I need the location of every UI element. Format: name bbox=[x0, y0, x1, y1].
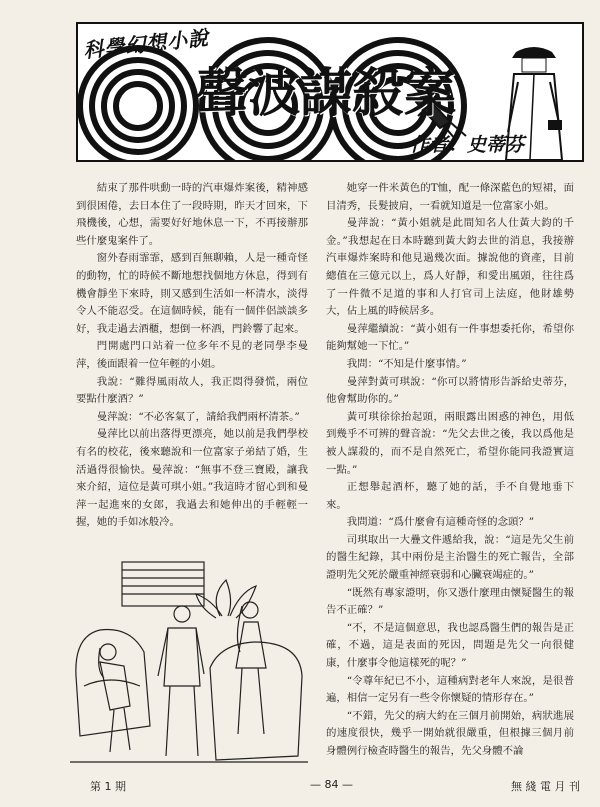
paragraph: 曼萍繼續說：“黃小姐有一件事想委托你，希望你能夠幫她一下忙。” bbox=[326, 322, 574, 353]
story-title: 聲波謀殺案 bbox=[196, 64, 457, 124]
paragraph: 我說：“難得風雨故人，我正悶得發慌，兩位要點什麼酒？” bbox=[76, 375, 308, 406]
paragraph: 曼萍對黃可琪說：“你可以將情形告訴給史蒂芬，他會幫助你的。” bbox=[326, 375, 574, 406]
author-byline: 作者：史蒂芬 bbox=[410, 134, 525, 156]
left-text-column bbox=[76, 180, 308, 532]
story-illustration bbox=[70, 556, 308, 770]
magazine-name: 無 綫 電 月 刊 bbox=[511, 780, 580, 793]
paragraph: 司琪取出一大疊文件遞給我，說：“這是先父生前的醫生紀錄，其中兩份是主治醫生的死亡報告，全部證明先父死於嚴重神經衰弱和心臟衰竭症的。” bbox=[326, 533, 574, 582]
paragraph: “既然有專家證明，你又憑什麼理由懷疑醫生的報告不正確？” bbox=[326, 586, 574, 617]
paragraph: 門開處門口站着一位多年不見的老同學李曼萍，後面跟着一位年輕的小姐。 bbox=[76, 340, 308, 370]
issue-number: 第 1 期 bbox=[90, 780, 126, 793]
right-text-column bbox=[326, 180, 574, 761]
paragraph: “不錯，先父的病大約在三個月前開始，病狀進展的速度很快，幾乎一開始就很嚴重，但根據三個月前身體例行檢查時醫生的報告，先父身體不論 bbox=[326, 709, 574, 757]
page-footer bbox=[60, 776, 580, 796]
title-banner bbox=[76, 22, 584, 162]
series-label: 科學幻想小說 bbox=[82, 25, 211, 63]
paragraph: 曼萍說：“黃小姐就是此間知名人仕黃大鈞的千金。”我想起在日本時聽到黃大鈞去世的消息，我接辦汽車爆炸案時和他見過幾次面。據說他的資產，目前總值在三億元以上，爲人好靜，和愛出風頭，往往爲了一件微不足道的事和人打官司上法庭，他財雄勢大，佔上風的時候居多。 bbox=[326, 217, 574, 318]
paragraph: 曼萍比以前出落得更漂亮，她以前是我們學校有名的校花，後來聽說和一位富家子弟結了婚，生活過得很愉快。曼萍說：“無事不登三寶殿，讓我來介紹，這位是黃可琪小姐。”我這時才留心到和曼萍一起進來的女郎，我過去和她伸出的手輕輕一握，她的手如冰般冷。 bbox=[76, 428, 308, 529]
paragraph: “令尊年紀已不小，這種病對老年人來說，是很普遍，相信一定另有一些令你懷疑的情形存在。” bbox=[326, 674, 574, 705]
paragraph: 結束了那件哄動一時的汽車爆炸案後，精神感到很困倦，去日本住了一段時期，昨天才回來，下飛機後，心想，需要好好地休息一下，不再接辦那些什麼鬼案件了。 bbox=[76, 182, 308, 247]
paragraph: 我問：“不知是什麼事情。” bbox=[346, 357, 467, 370]
paragraph: “不，不是這個意思，我也認爲醫生們的報告是正確，不過，這是表面的死因，問題是先父一向很健康，什麼事令他這樣死的呢？” bbox=[326, 621, 574, 670]
paragraph: 窗外春雨霏霏，感到百無聊賴，人是一種奇怪的動物，忙的時候不斷地想找個地方休息，得到有機會靜坐下來時，則又感到生活如一杯清水，淡得令人不能忍受。在這個時候，能有一個伴侶談談多好，我走過去酒櫃，想倒一杯酒，門鈴響了起來。 bbox=[76, 252, 308, 335]
paragraph: 正想舉起酒杯，聽了她的話，手不自覺地垂下來。 bbox=[326, 481, 574, 511]
paragraph: 我問道：“爲什麼會有這種奇怪的念頭？” bbox=[346, 516, 535, 529]
paragraph: 曼萍說：“不必客氣了，請給我們兩杯清茶。” bbox=[96, 410, 300, 423]
paragraph: 她穿一件米黃色的T恤，配一條深藍色的短裙，面目清秀，長髮披肩，一看就知道是一位富家小姐。 bbox=[326, 182, 574, 212]
paragraph: 黃可琪徐徐抬起頭，兩眼露出困惑的神色，用低到幾乎不可辨的聲音說：“先父去世之後，我以爲他是被人謀殺的，而不是自然死亡，希望你能同我證實這一點。” bbox=[326, 410, 574, 476]
page-number: — 84 — bbox=[310, 778, 353, 791]
